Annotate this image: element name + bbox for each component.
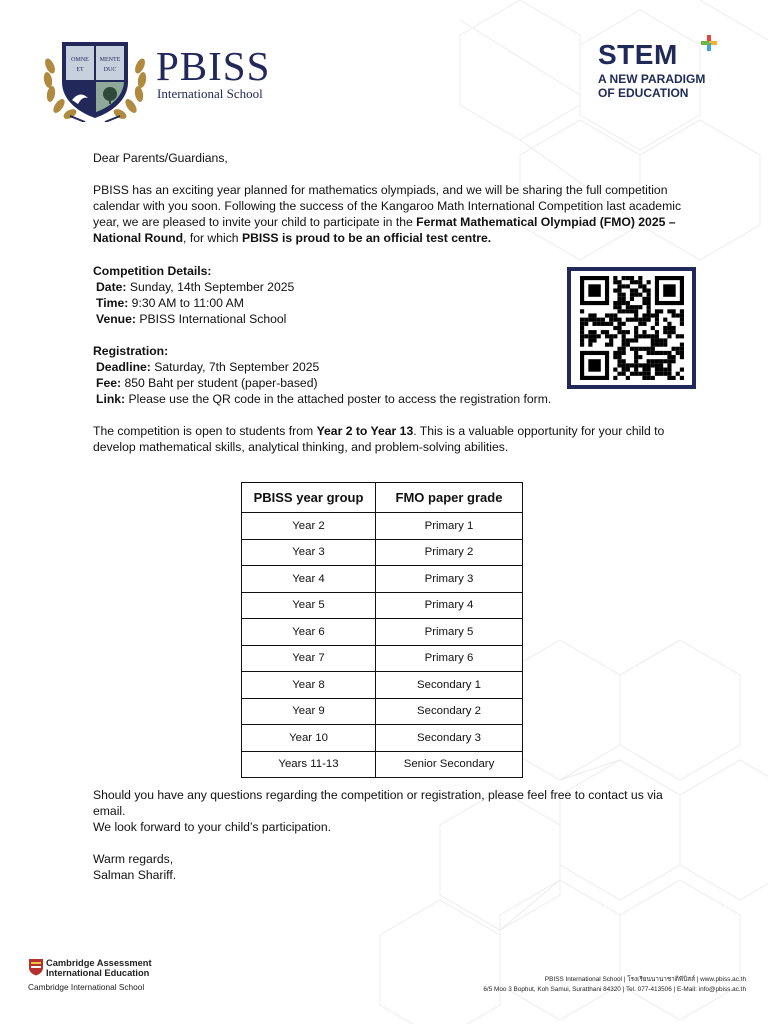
venue-value: PBISS International School xyxy=(135,312,287,326)
eligible-years: Year 2 to Year 13 xyxy=(316,424,414,438)
year-group-cell: Year 2 xyxy=(242,513,376,540)
eligibility-text: . This is a valuable opportunity for your child to develop mathematical skills, analytical thinking, and problem-solving abilities. xyxy=(93,424,665,454)
link-label: Link: xyxy=(96,392,126,406)
school-name: PBISS xyxy=(156,43,271,89)
link-value: Please use the QR code in the attached poster to access the registration form. xyxy=(125,392,552,406)
table-row xyxy=(242,619,523,646)
school-subtitle: International School xyxy=(157,86,263,101)
crest-text: MENTE xyxy=(99,57,121,63)
salutation: Dear Parents/Guardians, xyxy=(93,151,228,165)
year-group-cell: Year 3 xyxy=(242,539,376,566)
paper-grade-cell: Primary 3 xyxy=(376,566,523,593)
section-heading: Competition Details: xyxy=(93,264,212,278)
venue-label: Venue: xyxy=(96,312,136,326)
table-row xyxy=(242,513,523,540)
year-group-cell: Year 4 xyxy=(242,566,376,593)
intro-text: , for which xyxy=(183,231,242,245)
signature: Salman Shariff. xyxy=(93,868,177,882)
paper-grade-cell: Senior Secondary xyxy=(376,751,523,778)
year-group-cell: Year 5 xyxy=(242,592,376,619)
section-heading: Registration: xyxy=(93,344,169,358)
contact-line: PBISS International School | โรงเรียนนานาชาติพีบิสส์ | www.pbiss.ac.th xyxy=(544,976,746,983)
crest-text: DUC xyxy=(103,67,117,73)
time-value: 9:30 AM to 11:00 AM xyxy=(128,296,244,310)
questions-paragraph: Should you have any questions regarding the competition or registration, please feel free to contact us via email. xyxy=(93,788,663,818)
eligibility-text: The competition is open to students from xyxy=(93,424,317,438)
paper-grade-cell: Secondary 2 xyxy=(376,698,523,725)
school-contact-footer xyxy=(483,975,746,995)
table-row xyxy=(242,698,523,725)
link-line xyxy=(93,391,693,407)
closing: Warm regards, xyxy=(93,852,174,866)
paper-grade-cell: Secondary 3 xyxy=(376,725,523,752)
table-header-row xyxy=(242,483,523,513)
test-centre-note: PBISS is proud to be an official test centre. xyxy=(241,231,492,245)
table-row xyxy=(242,672,523,699)
cambridge-line: International Education xyxy=(46,968,150,978)
year-group-table xyxy=(241,482,523,778)
paper-grade-cell: Primary 1 xyxy=(376,513,523,540)
qr-code-icon xyxy=(580,276,684,380)
registration-qr-code[interactable] xyxy=(567,267,696,389)
date-label: Date: xyxy=(96,280,127,294)
time-label: Time: xyxy=(96,296,129,310)
crest-text: ET xyxy=(76,67,84,73)
fee-value: 850 Baht per student (paper-based) xyxy=(121,376,318,390)
cambridge-school-label: Cambridge International School xyxy=(28,982,145,992)
competition-name: Fermat Mathematical Olympiad (FMO) 2025 – National Round xyxy=(93,215,676,245)
paper-grade-cell: Secondary 1 xyxy=(376,672,523,699)
stem-tagline: OF EDUCATION xyxy=(598,86,689,100)
table-row xyxy=(242,725,523,752)
paper-grade-cell: Primary 6 xyxy=(376,645,523,672)
table-row xyxy=(242,592,523,619)
paper-grade-cell: Primary 2 xyxy=(376,539,523,566)
cambridge-logo xyxy=(28,958,152,992)
year-group-cell: Year 7 xyxy=(242,645,376,672)
school-crest-icon xyxy=(40,36,150,122)
table-row xyxy=(242,751,523,778)
cambridge-line: Cambridge Assessment xyxy=(46,958,152,968)
date-value: Sunday, 14th September 2025 xyxy=(126,280,295,294)
table-row xyxy=(242,645,523,672)
year-group-cell: Year 9 xyxy=(242,698,376,725)
intro-paragraph xyxy=(93,182,693,246)
column-header: PBISS year group xyxy=(242,483,376,513)
table-row xyxy=(242,539,523,566)
year-group-cell: Year 8 xyxy=(242,672,376,699)
table-row xyxy=(242,566,523,593)
stem-tagline: A NEW PARADIGM xyxy=(598,72,706,86)
paper-grade-cell: Primary 4 xyxy=(376,592,523,619)
cambridge-shield-icon xyxy=(28,958,44,976)
stem-wordmark: STEM xyxy=(598,39,678,70)
crest-text: OMNE xyxy=(71,57,89,63)
school-logo xyxy=(40,36,290,122)
deadline-value: Saturday, 7th September 2025 xyxy=(150,360,320,374)
deadline-label: Deadline: xyxy=(96,360,151,374)
plus-icon xyxy=(701,35,717,51)
year-group-cell: Years 11-13 xyxy=(242,751,376,778)
paper-grade-cell: Primary 5 xyxy=(376,619,523,646)
column-header: FMO paper grade xyxy=(376,483,523,513)
contact-line: 6/5 Moo 3 Bophut, Koh Samui, Suratthani 84320 | Tel. 077-413506 | E-Mail: info@pbiss.ac.th xyxy=(483,986,746,993)
year-group-cell: Year 6 xyxy=(242,619,376,646)
look-forward-line: We look forward to your child’s participation. xyxy=(93,820,331,834)
stem-logo xyxy=(598,40,705,100)
year-group-cell: Year 10 xyxy=(242,725,376,752)
eligibility-paragraph xyxy=(93,423,693,455)
intro-text: PBISS has an exciting year planned for mathematics olympiads, and we will be sharing the full competition calendar with you soon. Following the success of the Kangaroo Math International Competition last academic year, we are pleased to invite your child to participate in the xyxy=(93,183,682,229)
fee-label: Fee: xyxy=(96,376,122,390)
